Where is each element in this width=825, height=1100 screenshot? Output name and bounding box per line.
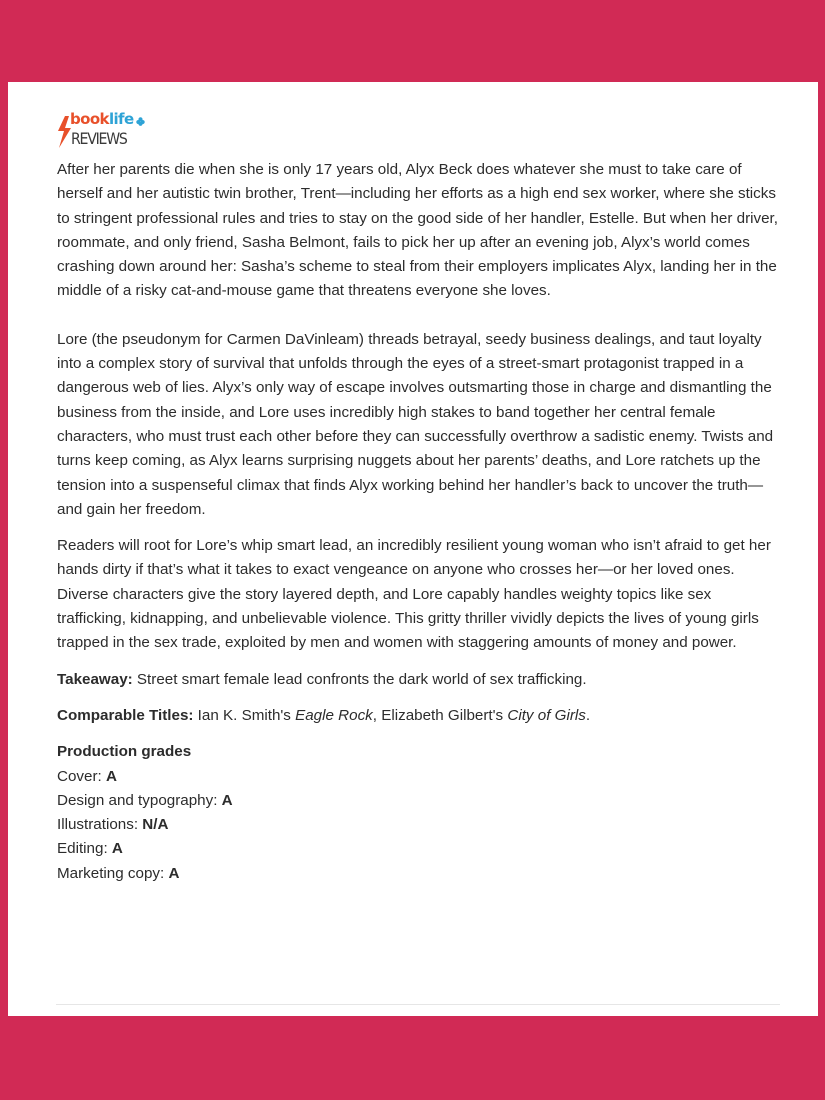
review-paragraph: After her parents die when she is only 17 years old, Alyx Beck does whatever she must to take care of herself and her autistic twin brother, Trent—including her efforts as a high end sex worker, where she sticks to stringent professional rules and tries to stay on the good side of her handler, Estelle. But when her driver, roommate, and only friend, Sasha Belmont, fails to pick her up after an evening job, Alyx’s world comes crashing down around her: Sasha’s scheme to steal from their employers implicates Alyx, landing her in the middle of a risky cat-and-mouse game that threatens everyone she loves. — [57, 161, 778, 300]
comparable-end: . — [585, 706, 591, 724]
comparable-titles-label: Comparable Titles: — [57, 706, 194, 724]
grade-row-design — [57, 789, 779, 813]
comparable-title-1: Eagle Rock — [295, 706, 373, 724]
takeaway-text: Street smart female lead confronts the dark world of sex trafficking. — [132, 670, 587, 688]
review-content — [57, 158, 779, 886]
takeaway-line — [57, 668, 779, 692]
grade-value: A — [221, 791, 233, 809]
grade-row-cover — [57, 765, 779, 789]
grade-label: Marketing copy: — [57, 864, 169, 882]
grade-label: Cover: — [57, 767, 106, 785]
grade-label: Design and typography: — [57, 791, 222, 809]
content-divider — [56, 1004, 780, 1005]
grade-value: A — [105, 767, 117, 785]
comparable-author-2: , Elizabeth Gilbert's — [372, 706, 508, 724]
logo-life-text: life — [108, 110, 134, 128]
review-paragraph: Readers will root for Lore’s whip smart lead, an incredibly resilient young woman who isn’t afraid to get her hands dirty if that’s what it takes to exact vengeance on anyone who crosses her—or her loved ones. Diverse characters give the story layered depth, and Lore capably handles weighty topics like sex trafficking, kidnapping, and unbelievable violence. This gritty thriller vividly depicts the lives of young girls trapped in the sex trade, exploited by men and women with staggering amounts of money and power. — [57, 537, 771, 652]
grade-value: A — [168, 864, 180, 882]
booklife-reviews-logo — [56, 110, 176, 154]
takeaway-label: Takeaway: — [57, 670, 133, 688]
grade-value: A — [111, 840, 123, 858]
production-grades — [57, 740, 779, 886]
comparable-author-1: Ian K. Smith's — [193, 706, 296, 724]
production-grades-title: Production grades — [57, 743, 192, 761]
grade-row-illustrations — [57, 813, 779, 837]
grade-row-marketing — [57, 862, 779, 886]
review-paragraph: Lore (the pseudonym for Carmen DaVinleam) threads betrayal, seedy business dealings, and taut loyalty into a complex story of survival that unfolds through the eyes of a street-smart protagonist trapped in a dangerous web of lies. Alyx’s only way of escape involves outsmarting those in charge and dismantling the business from the inside, and Lore uses incredibly high stakes to band together her central female characters, who must trust each other before they can successfully overthrow a sadistic enemy. Twists and turns keep coming, as Alyx learns surprising nuggets about her parents’ deaths, and Lore ratchets up the tension into a suspenseful climax that finds Alyx working behind her handler’s back to uncover the truth—and gain her freedom. — [57, 330, 774, 518]
comparable-titles-line — [57, 704, 779, 728]
grade-row-editing — [57, 837, 779, 861]
logo-book-text: book — [70, 110, 109, 128]
grade-value: N/A — [142, 816, 169, 834]
logo-reviews-text: REVIEWS — [71, 129, 127, 148]
comparable-title-2: City of Girls — [507, 706, 586, 724]
logo-wordmark-booklife — [70, 110, 134, 128]
logo-flower-icon — [136, 117, 145, 126]
review-card — [8, 82, 818, 1016]
grade-label: Editing: — [57, 840, 112, 858]
grade-label: Illustrations: — [57, 816, 143, 834]
